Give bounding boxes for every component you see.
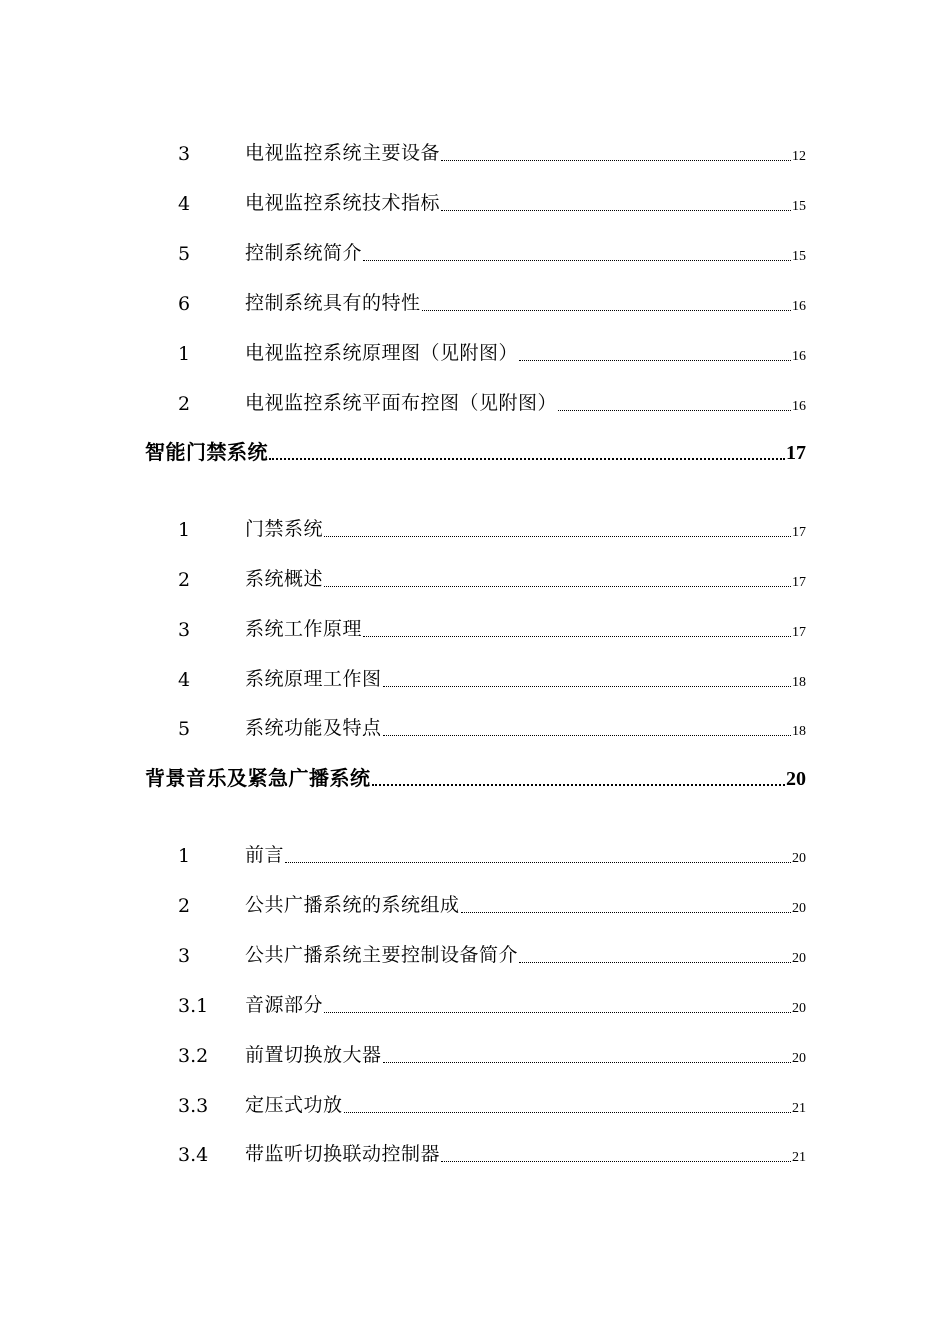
toc-entry-number: 6 bbox=[178, 293, 191, 315]
toc-entry-page: 20 bbox=[792, 851, 806, 866]
toc-entry-number: 1 bbox=[178, 845, 191, 867]
toc-entry[interactable] bbox=[178, 890, 806, 917]
toc-entry-page: 21 bbox=[792, 1150, 806, 1165]
toc-entry-title: 公共广播系统主要控制设备简介 bbox=[245, 944, 519, 966]
toc-entry-page: 20 bbox=[792, 1051, 806, 1066]
dot-leader bbox=[285, 861, 791, 863]
toc-entry[interactable] bbox=[178, 940, 806, 967]
toc-entry-page: 18 bbox=[792, 675, 806, 690]
toc-entry-title: 系统概述 bbox=[245, 568, 324, 590]
toc-entry-number: 2 bbox=[178, 393, 191, 415]
dot-leader bbox=[519, 359, 791, 361]
toc-entry-title: 系统功能及特点 bbox=[245, 717, 382, 739]
dot-leader bbox=[363, 635, 791, 637]
toc-entry-number: 5 bbox=[178, 718, 191, 740]
toc-entry-title: 定压式功放 bbox=[245, 1094, 343, 1116]
dot-leader bbox=[383, 734, 791, 736]
toc-entry-number: 3 bbox=[178, 945, 191, 967]
toc-entry-number: 4 bbox=[178, 669, 191, 691]
toc-entry-page: 12 bbox=[792, 149, 806, 164]
toc-section-broadcast[interactable] bbox=[145, 762, 806, 791]
dot-leader bbox=[461, 911, 791, 913]
toc-entry[interactable] bbox=[178, 138, 806, 165]
toc-entry-page: 17 bbox=[792, 575, 806, 590]
toc-entry-number: 3.4 bbox=[178, 1144, 209, 1166]
dot-leader bbox=[324, 585, 791, 587]
toc-entry[interactable] bbox=[178, 288, 806, 315]
toc-entry-number: 5 bbox=[178, 243, 191, 265]
toc-entry-title: 前置切换放大器 bbox=[245, 1044, 382, 1066]
toc-entry[interactable] bbox=[178, 713, 806, 740]
toc-entry[interactable] bbox=[178, 388, 806, 415]
toc-entry-title: 带监听切换联动控制器 bbox=[245, 1143, 441, 1165]
toc-entry-number: 4 bbox=[178, 193, 191, 215]
toc-entry-title: 门禁系统 bbox=[245, 518, 324, 540]
dot-leader bbox=[383, 1061, 791, 1063]
toc-entry-title: 电视监控系统平面布控图（见附图） bbox=[245, 392, 558, 414]
toc-entry-number: 3.3 bbox=[178, 1095, 209, 1117]
toc-section-page: 20 bbox=[786, 768, 806, 790]
toc-entry-page: 20 bbox=[792, 1001, 806, 1016]
toc-entry-page: 16 bbox=[792, 399, 806, 414]
dot-leader bbox=[441, 1160, 791, 1162]
toc-entry-page: 17 bbox=[792, 625, 806, 640]
dot-leader bbox=[383, 685, 791, 687]
toc-entry-title: 电视监控系统技术指标 bbox=[245, 192, 441, 214]
dot-leader bbox=[324, 1011, 791, 1013]
toc-entry-page: 15 bbox=[792, 199, 806, 214]
toc-entry-title: 电视监控系统原理图（见附图） bbox=[245, 342, 519, 364]
toc-entry-title: 前言 bbox=[245, 844, 285, 866]
toc-entry-number: 3.1 bbox=[178, 995, 209, 1017]
toc-section-access-control[interactable] bbox=[145, 436, 806, 465]
toc-entry[interactable] bbox=[178, 1090, 806, 1117]
toc-entry[interactable] bbox=[178, 238, 806, 265]
toc-entry[interactable] bbox=[178, 664, 806, 691]
toc-section-title: 背景音乐及紧急广播系统 bbox=[145, 766, 371, 790]
dot-leader bbox=[372, 783, 786, 786]
dot-leader bbox=[422, 309, 791, 311]
toc-entry-title: 音源部分 bbox=[245, 994, 324, 1016]
dot-leader bbox=[558, 409, 791, 411]
toc-entry-title: 控制系统具有的特性 bbox=[245, 292, 421, 314]
dot-leader bbox=[324, 535, 791, 537]
toc-entry-number: 1 bbox=[178, 343, 191, 365]
dot-leader bbox=[519, 961, 791, 963]
toc-entry-page: 20 bbox=[792, 951, 806, 966]
toc-entry-number: 3 bbox=[178, 143, 191, 165]
toc-entry-number: 3.2 bbox=[178, 1045, 209, 1067]
dot-leader bbox=[269, 457, 785, 460]
toc-entry-number: 1 bbox=[178, 519, 191, 541]
toc-entry-title: 电视监控系统主要设备 bbox=[245, 142, 441, 164]
toc-section-title: 智能门禁系统 bbox=[145, 440, 268, 464]
toc-entry-page: 21 bbox=[792, 1101, 806, 1116]
toc-entry-title: 系统工作原理 bbox=[245, 618, 363, 640]
toc-entry[interactable] bbox=[178, 338, 806, 365]
toc-entry-number: 2 bbox=[178, 569, 191, 591]
toc-entry-number: 2 bbox=[178, 895, 191, 917]
dot-leader bbox=[441, 209, 791, 211]
toc-entry[interactable] bbox=[178, 840, 806, 867]
toc-entry-page: 17 bbox=[792, 525, 806, 540]
toc-entry-page: 16 bbox=[792, 299, 806, 314]
toc-entry-page: 18 bbox=[792, 724, 806, 739]
toc-entry[interactable] bbox=[178, 614, 806, 641]
toc-entry[interactable] bbox=[178, 564, 806, 591]
toc-entry-title: 公共广播系统的系统组成 bbox=[245, 894, 460, 916]
toc-entry[interactable] bbox=[178, 514, 806, 541]
toc-entry-page: 20 bbox=[792, 901, 806, 916]
toc-entry-number: 3 bbox=[178, 619, 191, 641]
toc-entry[interactable] bbox=[178, 1040, 806, 1067]
dot-leader bbox=[363, 259, 791, 261]
toc-entry-title: 系统原理工作图 bbox=[245, 668, 382, 690]
dot-leader bbox=[441, 159, 791, 161]
toc-entry-page: 15 bbox=[792, 249, 806, 264]
toc-section-page: 17 bbox=[786, 442, 806, 464]
toc-entry-page: 16 bbox=[792, 349, 806, 364]
toc-entry[interactable] bbox=[178, 1139, 806, 1166]
toc-entry-title: 控制系统简介 bbox=[245, 242, 363, 264]
toc-entry[interactable] bbox=[178, 188, 806, 215]
dot-leader bbox=[344, 1111, 791, 1113]
toc-entry[interactable] bbox=[178, 990, 806, 1017]
